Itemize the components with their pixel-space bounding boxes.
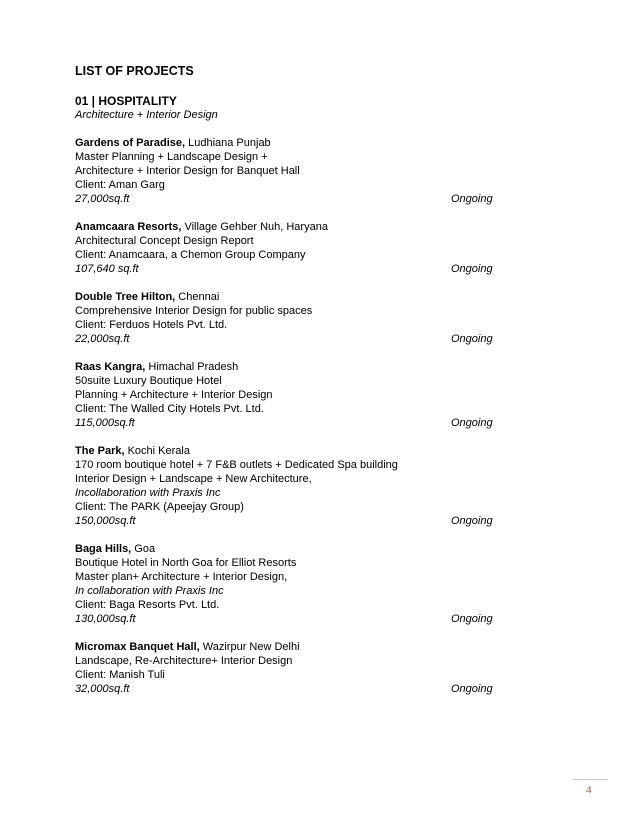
project-detail-line: Client: Aman Garg xyxy=(75,179,165,191)
project-detail-line: Master plan+ Architecture + Interior Design, xyxy=(75,571,288,583)
project-area: 107,640 sq.ft xyxy=(75,263,139,275)
project-name: Raas Kangra, xyxy=(75,361,146,373)
project-item xyxy=(75,136,495,206)
section-header xyxy=(75,94,218,122)
project-detail-line: 50suite Luxury Boutique Hotel xyxy=(75,375,222,387)
project-detail-line: Incollaboration with Praxis Inc xyxy=(75,487,221,499)
project-heading xyxy=(75,542,495,556)
project-status: Ongoing xyxy=(451,333,493,345)
project-area: 150,000sq.ft xyxy=(75,515,136,527)
project-name: Micromax Banquet Hall, xyxy=(75,641,200,653)
project-location: Kochi Kerala xyxy=(124,445,190,457)
project-detail-line: Comprehensive Interior Design for public spaces xyxy=(75,305,313,317)
project-detail-line: 170 room boutique hotel + 7 F&B outlets + Dedicated Spa building xyxy=(75,459,398,471)
project-heading xyxy=(75,360,495,374)
project-list xyxy=(75,136,495,696)
project-status: Ongoing xyxy=(451,613,493,625)
project-detail-line: Client: Anamcaara, a Chemon Group Company xyxy=(75,249,306,261)
project-status: Ongoing xyxy=(451,417,493,429)
project-detail-line: Landscape, Re-Architecture+ Interior Design xyxy=(75,655,293,667)
project-detail-line: Client: Manish Tuli xyxy=(75,669,165,681)
project-detail-line: Client: The Walled City Hotels Pvt. Ltd. xyxy=(75,403,264,415)
project-location: Chennai xyxy=(175,291,220,303)
project-heading xyxy=(75,290,495,304)
project-location: Ludhiana Punjab xyxy=(185,137,271,149)
project-detail-line: Boutique Hotel in North Goa for Elliot Resorts xyxy=(75,557,297,569)
project-item xyxy=(75,640,495,696)
project-area: 115,000sq.ft xyxy=(75,417,135,429)
project-heading xyxy=(75,640,495,654)
project-heading xyxy=(75,136,495,150)
project-item xyxy=(75,444,495,528)
project-detail-line: Master Planning + Landscape Design + xyxy=(75,151,268,163)
project-item xyxy=(75,290,495,346)
project-detail-line: Client: The PARK (Apeejay Group) xyxy=(75,501,244,513)
project-detail-line: Planning + Architecture + Interior Design xyxy=(75,389,273,401)
footer-divider xyxy=(572,779,608,780)
project-item xyxy=(75,542,495,626)
project-status: Ongoing xyxy=(451,263,493,275)
project-name: The Park, xyxy=(75,445,125,457)
project-name: Baga Hills, xyxy=(75,543,132,555)
section-subtitle: Architecture + Interior Design xyxy=(75,109,218,121)
project-detail-line: Architectural Concept Design Report xyxy=(75,235,254,247)
project-area: 130,000sq.ft xyxy=(75,613,136,625)
project-location: Wazirpur New Delhi xyxy=(199,641,300,653)
project-item xyxy=(75,360,495,430)
project-detail-line: Client: Ferduos Hotels Pvt. Ltd. xyxy=(75,319,228,331)
project-heading xyxy=(75,444,495,458)
project-location: Goa xyxy=(131,543,156,555)
project-detail-line: In collaboration with Praxis Inc xyxy=(75,585,224,597)
project-name: Double Tree Hilton, xyxy=(75,291,176,303)
project-status: Ongoing xyxy=(451,683,493,695)
project-area: 27,000sq.ft xyxy=(75,193,130,205)
page-title: LIST OF PROJECTS xyxy=(75,64,194,78)
project-location: Himachal Pradesh xyxy=(145,361,239,373)
project-item xyxy=(75,220,495,276)
page-number: 4 xyxy=(586,784,592,796)
project-area: 32,000sq.ft xyxy=(75,683,130,695)
project-name: Gardens of Paradise, xyxy=(75,137,186,149)
section-title: 01 | HOSPITALITY xyxy=(75,94,177,108)
project-status: Ongoing xyxy=(451,515,493,527)
project-detail-line: Architecture + Interior Design for Banquet Hall xyxy=(75,165,300,177)
project-status: Ongoing xyxy=(451,193,493,205)
project-detail-line: Client: Baga Resorts Pvt. Ltd. xyxy=(75,599,220,611)
project-name: Anamcaara Resorts, xyxy=(75,221,182,233)
project-heading xyxy=(75,220,495,234)
project-area: 22,000sq.ft xyxy=(75,333,130,345)
project-detail-line: Interior Design + Landscape + New Architecture, xyxy=(75,473,312,485)
project-location: Village Gehber Nuh, Haryana xyxy=(181,221,328,233)
